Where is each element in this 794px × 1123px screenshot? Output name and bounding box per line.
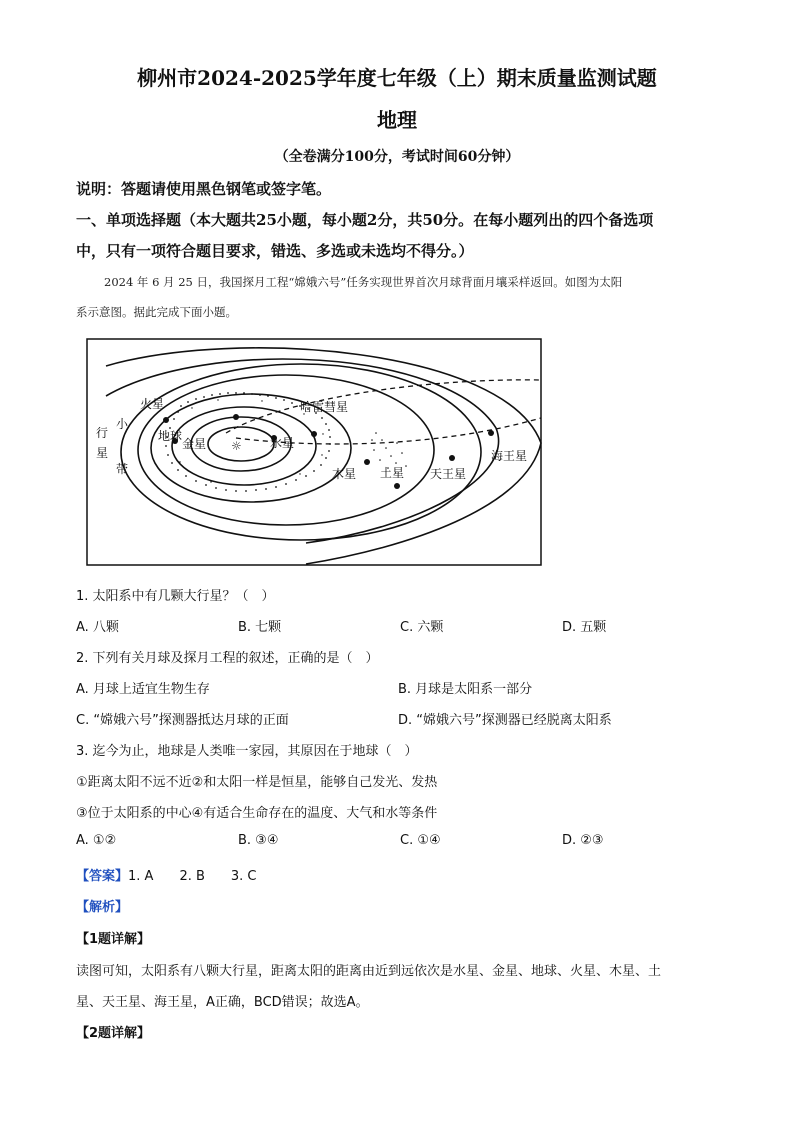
- intro-line2: 系示意图。据此完成下面小题。: [76, 305, 237, 319]
- q1-option-d: D. 五颗: [562, 620, 607, 635]
- jupiter-dot: [364, 459, 370, 465]
- q2-option-a: A. 月球上适宜生物生存: [76, 682, 210, 697]
- question-3-stem: 3. 迄今为止，地球是人类唯一家园，其原因在于地球（ ）: [76, 744, 418, 759]
- neptune-dot: [488, 430, 494, 436]
- asteroid-belt-label-2: 行: [96, 426, 109, 440]
- mercury-label: 水星: [270, 436, 295, 450]
- orbit-neptune: [106, 348, 541, 564]
- q3-statement-2: ③位于太阳系的中心④有适合生命存在的温度、大气和水等条件: [76, 806, 438, 821]
- halley-dot: [311, 431, 317, 437]
- solar-system-diagram: [86, 338, 542, 566]
- q2-analysis-heading: 【2题详解】: [76, 1026, 151, 1041]
- orbit-uranus: [106, 359, 499, 543]
- question-1-stem: 1. 太阳系中有几颗大行星？（ ）: [76, 589, 275, 604]
- question-2-stem: 2. 下列有关月球及探月工程的叙述，正确的是（ ）: [76, 651, 379, 666]
- uranus-dot: [449, 455, 455, 461]
- instructions: 说明：答题请使用黑色钢笔或签字笔。: [76, 180, 332, 198]
- asteroid-belt-label-3: 星: [96, 446, 109, 460]
- orbit-saturn: [121, 364, 481, 540]
- uranus-label: 天王星: [430, 467, 467, 481]
- analysis-tag: 【解析】: [76, 900, 129, 915]
- neptune-label: 海王星: [491, 449, 528, 463]
- exam-title: 柳州市2024-2025学年度七年级（上）期末质量监测试题: [137, 66, 657, 90]
- figure-frame: [87, 339, 541, 565]
- asteroid-belt-label-1: 小: [116, 417, 129, 431]
- saturn-label: 土星: [380, 466, 405, 480]
- saturn-dot: [394, 483, 400, 489]
- jupiter-label: 木星: [332, 467, 357, 481]
- answer-text: 1. A 2. B 3. C: [128, 869, 257, 884]
- q3-option-b: B. ③④: [238, 833, 279, 848]
- q2-option-d: D. “嫦娥六号”探测器已经脱离太阳系: [398, 713, 612, 728]
- answer-tag: 【答案】: [76, 869, 129, 884]
- q1-option-c: C. 六颗: [400, 620, 444, 635]
- section-heading-line1: 一、单项选择题（本大题共25小题，每小题2分，共50分。在每小题列出的四个备选项: [76, 211, 654, 229]
- section-heading-line2: 中，只有一项符合题目要求，错选、多选或未选均不得分。）: [76, 242, 474, 260]
- q3-option-c: C. ①④: [400, 833, 441, 848]
- q3-option-d: D. ②③: [562, 833, 604, 848]
- q2-option-c: C. “嫦娥六号”探测器抵达月球的正面: [76, 713, 289, 728]
- exam-subject: 地理: [377, 108, 417, 132]
- score-time-note: （全卷满分100分，考试时间60分钟）: [274, 149, 520, 165]
- q3-statement-1: ①距离太阳不远不近②和太阳一样是恒星，能够自己发光、发热: [76, 775, 438, 790]
- orbits: [106, 348, 541, 564]
- mars-dot: [163, 417, 169, 423]
- q1-option-a: A. 八颗: [76, 620, 119, 635]
- answer-line: [76, 865, 257, 884]
- q1-analysis-heading: 【1题详解】: [76, 932, 151, 947]
- intro-line1: 2024 年 6 月 25 日，我国探月工程“嫦娥六号”任务实现世界首次月球背面月壤采样返回。如图为太阳: [104, 275, 623, 289]
- q1-analysis-line2: 星、天王星、海王星，A正确，BCD错误；故选A。: [76, 995, 369, 1010]
- sun-icon: ☼: [231, 439, 242, 453]
- q2-option-b: B. 月球是太阳系一部分: [398, 682, 533, 697]
- halley-label: 哈雷彗星: [300, 400, 349, 414]
- venus-label: 金星: [182, 437, 207, 451]
- q3-option-a: A. ①②: [76, 833, 117, 848]
- earth-label: 地球: [158, 429, 183, 443]
- q1-option-b: B. 七颗: [238, 620, 282, 635]
- mars-label: 火星: [140, 397, 165, 411]
- venus-dot: [233, 414, 239, 420]
- asteroid-belt-label-4: 带: [116, 462, 129, 476]
- q1-analysis-line1: 读图可知，太阳系有八颗大行星，距离太阳的距离由近到远依次是水星、金星、地球、火星、木星、土: [76, 964, 662, 979]
